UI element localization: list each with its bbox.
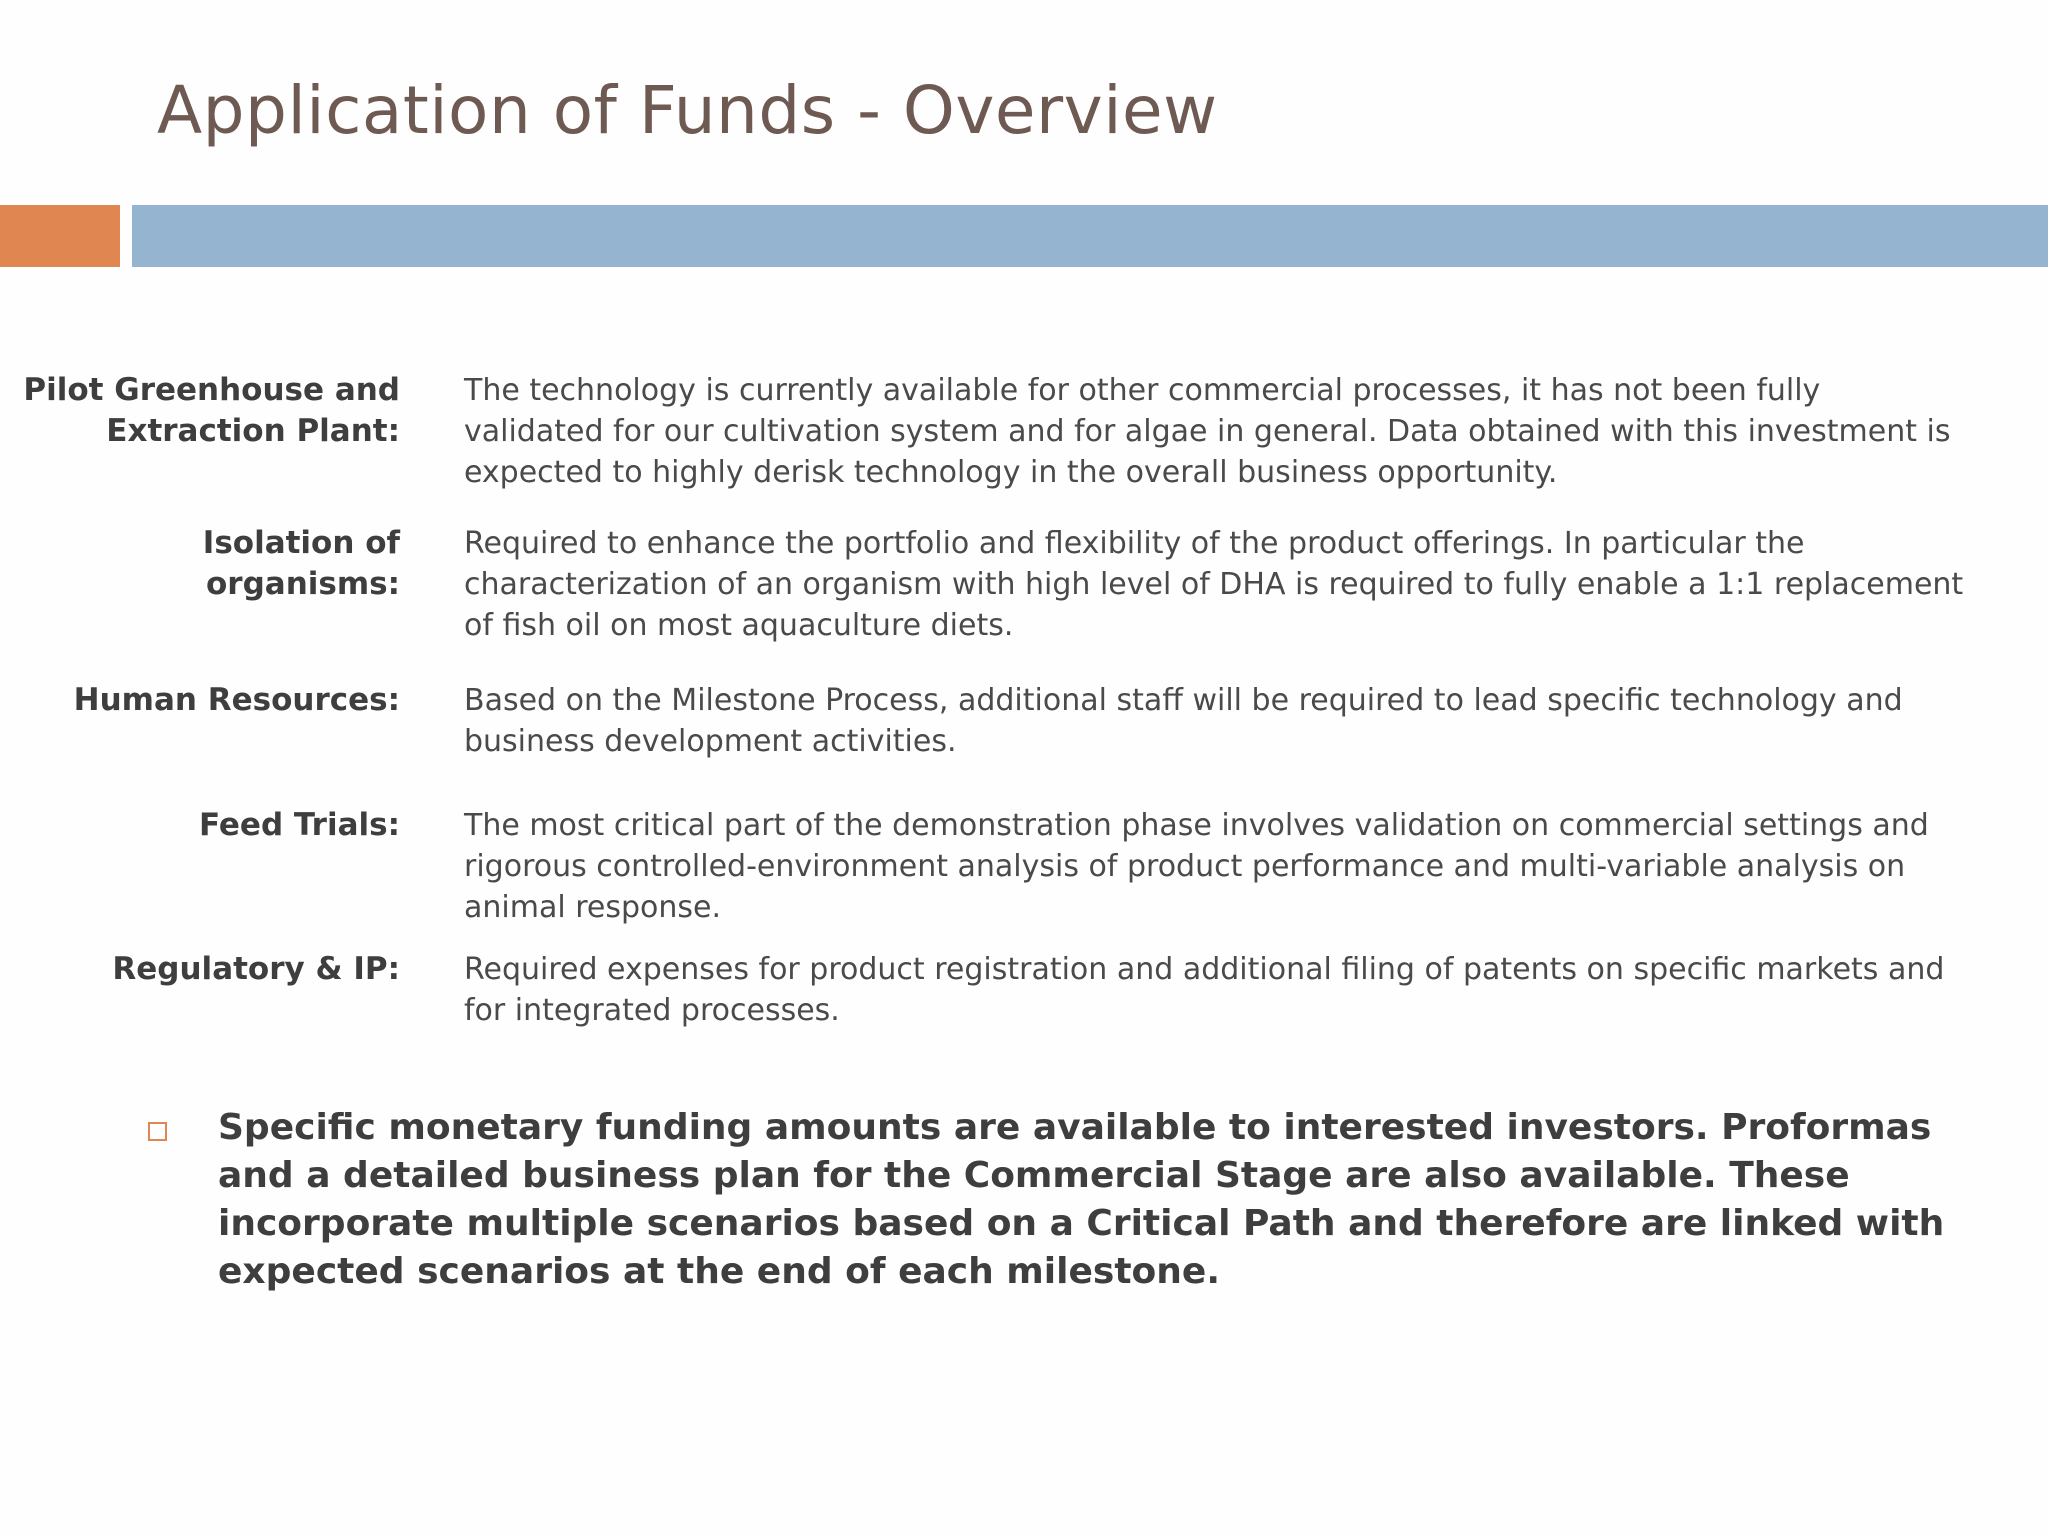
callout-text: Specific monetary funding amounts are available to interested investors. Proformas and a detailed business plan for the Commercial Stage are also available. These incorporate multiple scenarios based on a Critical Path and therefore are linked with expected scenarios at the end of each milestone. [218, 1107, 1945, 1292]
item-label: Feed Trials: [198, 807, 400, 843]
header-bar [132, 205, 2048, 267]
item-description: The technology is currently available for other commercial processes, it has not been fully validated for our cultivation system and for algae in general. Data obtained with this investment is expected to highly derisk technology in the overall business opportunity. [464, 373, 1951, 490]
item-label: Regulatory & IP: [112, 951, 400, 987]
item-description: Based on the Milestone Process, additional staff will be required to lead specific technology and business development activities. [464, 683, 1903, 759]
accent-bar [0, 205, 120, 267]
slide-title: Application of Funds - Overview [157, 72, 1218, 149]
item-label: Human Resources: [73, 682, 400, 718]
item-label: Isolation of organisms: [202, 525, 400, 602]
item-description: Required expenses for product registration and additional filing of patents on specific markets and for integrated processes. [464, 952, 1945, 1028]
item-description: Required to enhance the portfolio and flexibility of the product offerings. In particular the characterization of an organism with high level of DHA is required to fully enable a 1:1 replacement of fish oil on most aquaculture diets. [464, 526, 1964, 643]
item-description: The most critical part of the demonstration phase involves validation on commercial settings and rigorous controlled-environment analysis of product performance and multi-variable analysis on animal response. [464, 808, 1929, 925]
item-label: Pilot Greenhouse and Extraction Plant: [23, 372, 400, 449]
hollow-square-bullet-icon [148, 1122, 167, 1141]
